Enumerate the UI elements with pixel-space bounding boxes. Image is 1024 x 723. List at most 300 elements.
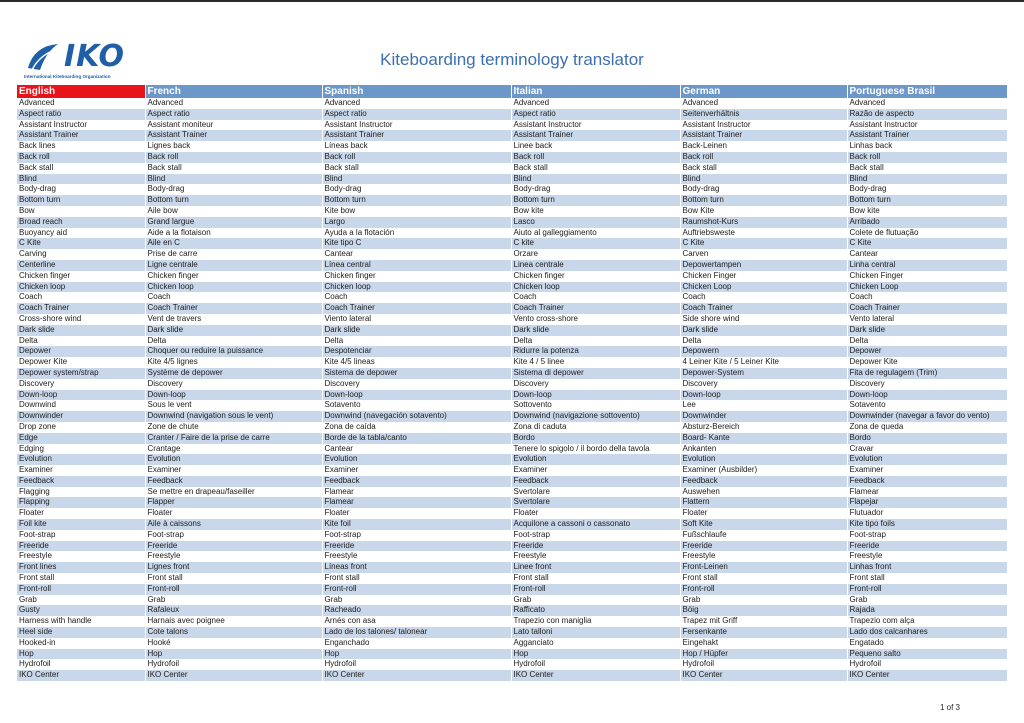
table-cell: Cantear <box>847 249 1007 260</box>
table-cell: Racheado <box>322 605 511 616</box>
table-cell: Prise de carre <box>145 249 322 260</box>
table-row <box>17 390 1007 401</box>
table-cell: Aspect ratio <box>145 109 322 120</box>
table-cell: Linha central <box>847 260 1007 271</box>
table-cell: Cote talons <box>145 627 322 638</box>
table-cell: Harness with handle <box>17 616 145 627</box>
table-cell: Discovery <box>847 379 1007 390</box>
table-row <box>17 98 1007 109</box>
table-cell: Front-roll <box>680 584 847 595</box>
table-cell: Assistant Instructor <box>847 120 1007 131</box>
table-cell: Feedback <box>322 476 511 487</box>
table-cell: Viento lateral <box>322 314 511 325</box>
table-cell: Downwind <box>17 400 145 411</box>
table-cell: Cross-shore wind <box>17 314 145 325</box>
table-cell: Flapejar <box>847 497 1007 508</box>
table-cell: Back roll <box>680 152 847 163</box>
table-cell: Back-Leinen <box>680 141 847 152</box>
table-cell: Freestyle <box>511 551 680 562</box>
table-cell: Sottovento <box>511 400 680 411</box>
table-cell: Assistant Trainer <box>145 130 322 141</box>
table-row <box>17 605 1007 616</box>
table-cell: Dark slide <box>680 325 847 336</box>
table-cell: C kite <box>511 238 680 249</box>
table-cell: Blind <box>322 174 511 185</box>
table-cell: Soft Kite <box>680 519 847 530</box>
table-cell: Feedback <box>847 476 1007 487</box>
table-row <box>17 444 1007 455</box>
table-row <box>17 249 1007 260</box>
table-row <box>17 120 1007 131</box>
table-row <box>17 433 1007 444</box>
table-row <box>17 379 1007 390</box>
table-cell: Dark slide <box>847 325 1007 336</box>
table-cell: Coach <box>322 292 511 303</box>
table-cell: Hydrofoil <box>847 659 1007 670</box>
table-cell: Chicken Loop <box>847 282 1007 293</box>
table-cell: Assistant Trainer <box>847 130 1007 141</box>
table-cell: Drop zone <box>17 422 145 433</box>
table-cell: Evolution <box>17 454 145 465</box>
table-cell: Feedback <box>511 476 680 487</box>
table-cell: Side shore wind <box>680 314 847 325</box>
table-cell: Ligne centrale <box>145 260 322 271</box>
table-cell: Hydrofoil <box>680 659 847 670</box>
table-cell: Coach Trainer <box>322 303 511 314</box>
table-row <box>17 454 1007 465</box>
table-cell: Coach <box>145 292 322 303</box>
table-cell: Heel side <box>17 627 145 638</box>
table-cell: Zona de caída <box>322 422 511 433</box>
table-cell: Freeride <box>511 541 680 552</box>
table-cell: Lignes front <box>145 562 322 573</box>
table-cell: Ankanten <box>680 444 847 455</box>
table-cell: Linee back <box>511 141 680 152</box>
table-cell: Foot-strap <box>322 530 511 541</box>
logo-subtitle: International Kiteboarding Organization <box>24 74 111 79</box>
table-cell: Front stall <box>17 573 145 584</box>
table-cell: Down-loop <box>680 390 847 401</box>
table-cell: Foil kite <box>17 519 145 530</box>
table-cell: Body-drag <box>322 184 511 195</box>
table-row <box>17 508 1007 519</box>
table-cell: Dark slide <box>145 325 322 336</box>
table-cell: Front stall <box>145 573 322 584</box>
table-cell: Système de depower <box>145 368 322 379</box>
table-row <box>17 152 1007 163</box>
table-cell: Depower Kite <box>847 357 1007 368</box>
table-cell: Front stall <box>511 573 680 584</box>
table-cell: Pequeno salto <box>847 649 1007 660</box>
table-cell: Linea centrale <box>511 260 680 271</box>
table-row <box>17 659 1007 670</box>
table-cell: Chicken Loop <box>680 282 847 293</box>
table-cell: Delta <box>847 336 1007 347</box>
table-cell: Choquer ou reduire la puissance <box>145 346 322 357</box>
table-cell: Buoyancy aid <box>17 228 145 239</box>
table-cell: Assistant Trainer <box>17 130 145 141</box>
table-row <box>17 260 1007 271</box>
table-cell: Evolution <box>680 454 847 465</box>
table-cell: Front-Leinen <box>680 562 847 573</box>
table-cell: Down-loop <box>17 390 145 401</box>
table-cell: Depowern <box>680 346 847 357</box>
table-cell: Lasco <box>511 217 680 228</box>
table-cell: Flattern <box>680 497 847 508</box>
table-row <box>17 649 1007 660</box>
table-cell: Advanced <box>17 98 145 109</box>
table-cell: Largo <box>322 217 511 228</box>
table-cell: Arribado <box>847 217 1007 228</box>
table-cell: Front-roll <box>847 584 1007 595</box>
page-indicator: 1 of 3 <box>939 703 960 712</box>
table-cell: Downwind (navegación sotavento) <box>322 411 511 422</box>
table-cell: Sous le vent <box>145 400 322 411</box>
table-body <box>17 98 1007 681</box>
table-cell: Advanced <box>322 98 511 109</box>
table-cell: Floater <box>511 508 680 519</box>
table-cell: Discovery <box>680 379 847 390</box>
table-row <box>17 584 1007 595</box>
table-row <box>17 541 1007 552</box>
table-cell: Evolution <box>322 454 511 465</box>
table-row <box>17 638 1007 649</box>
table-cell: Downwinder <box>680 411 847 422</box>
table-cell: Depower <box>847 346 1007 357</box>
table-cell: Downwinder (navegar a favor do vento) <box>847 411 1007 422</box>
table-cell: Cranter / Faire de la prise de carre <box>145 433 322 444</box>
window-top-border <box>0 0 1024 2</box>
table-cell: Back roll <box>145 152 322 163</box>
table-cell: Broad reach <box>17 217 145 228</box>
table-cell: IKO Center <box>145 670 322 681</box>
table-cell: Lee <box>680 400 847 411</box>
table-cell: Depowertampen <box>680 260 847 271</box>
table-cell: Front stall <box>680 573 847 584</box>
table-cell: Vento lateral <box>847 314 1007 325</box>
table-cell: Discovery <box>511 379 680 390</box>
column-header-portuguese: Portuguese Brasil <box>847 85 1007 98</box>
table-row <box>17 422 1007 433</box>
table-cell: Sotavento <box>847 400 1007 411</box>
table-cell: Advanced <box>145 98 322 109</box>
table-cell: Feedback <box>145 476 322 487</box>
table-cell: C Kite <box>847 238 1007 249</box>
table-cell: Discovery <box>145 379 322 390</box>
table-cell: Front stall <box>322 573 511 584</box>
table-cell: Body-drag <box>17 184 145 195</box>
logo-wordmark: IKO <box>64 39 125 74</box>
table-cell: Back stall <box>145 163 322 174</box>
table-cell: Feedback <box>680 476 847 487</box>
table-cell: Kite 4/5 lineas <box>322 357 511 368</box>
table-cell: Back stall <box>17 163 145 174</box>
table-cell: Back roll <box>17 152 145 163</box>
table-cell: Kite foil <box>322 519 511 530</box>
table-cell: Blind <box>145 174 322 185</box>
table-cell: Kite tipo C <box>322 238 511 249</box>
table-cell: Aiuto al galleggiamento <box>511 228 680 239</box>
table-cell: Hydrofoil <box>322 659 511 670</box>
table-cell: Hydrofoil <box>511 659 680 670</box>
table-cell: Sistema di depower <box>511 368 680 379</box>
table-cell: Coach Trainer <box>17 303 145 314</box>
table-cell: Foot-strap <box>145 530 322 541</box>
table-cell: Despotenciar <box>322 346 511 357</box>
table-cell: Flapper <box>145 497 322 508</box>
table-cell: Absturz-Bereich <box>680 422 847 433</box>
table-cell: Grand largue <box>145 217 322 228</box>
terminology-table <box>17 85 1007 681</box>
table-cell: Examiner <box>847 465 1007 476</box>
table-cell: Lato talloni <box>511 627 680 638</box>
table-cell: Lado dos calcanhares <box>847 627 1007 638</box>
table-cell: Assistant Instructor <box>511 120 680 131</box>
table-cell: Bordo <box>511 433 680 444</box>
table-cell: Hydrofoil <box>17 659 145 670</box>
table-row <box>17 551 1007 562</box>
table-cell: Freestyle <box>847 551 1007 562</box>
table-cell: Carven <box>680 249 847 260</box>
table-cell: Downwinder <box>17 411 145 422</box>
table-cell: Cravar <box>847 444 1007 455</box>
table-cell: Enganchado <box>322 638 511 649</box>
table-cell: Flutuador <box>847 508 1007 519</box>
table-cell: Harnais avec poignee <box>145 616 322 627</box>
table-cell: Böig <box>680 605 847 616</box>
table-cell: Examiner (Ausbilder) <box>680 465 847 476</box>
table-row <box>17 670 1007 681</box>
table-cell: Back roll <box>511 152 680 163</box>
table-row <box>17 497 1007 508</box>
table-row <box>17 109 1007 120</box>
table-cell: Back stall <box>680 163 847 174</box>
table-row <box>17 487 1007 498</box>
table-cell: Freestyle <box>680 551 847 562</box>
table-cell: Linhas back <box>847 141 1007 152</box>
table-cell: Freeride <box>17 541 145 552</box>
table-cell: Kite tipo foils <box>847 519 1007 530</box>
table-cell: Crantage <box>145 444 322 455</box>
table-row <box>17 346 1007 357</box>
table-cell: Lado de los talones/ talonear <box>322 627 511 638</box>
table-cell: Grab <box>680 595 847 606</box>
table-cell: Depower <box>17 346 145 357</box>
table-row <box>17 336 1007 347</box>
table-cell: Assistant Instructor <box>680 120 847 131</box>
table-row <box>17 627 1007 638</box>
table-cell: Chicken finger <box>322 271 511 282</box>
table-cell: Ridurre la potenza <box>511 346 680 357</box>
table-cell: Svertolare <box>511 497 680 508</box>
table-cell: C Kite <box>17 238 145 249</box>
table-cell: Edging <box>17 444 145 455</box>
table-row <box>17 314 1007 325</box>
table-cell: Delta <box>145 336 322 347</box>
table-cell: Kite bow <box>322 206 511 217</box>
table-cell: Bottom turn <box>322 195 511 206</box>
table-cell: Back roll <box>847 152 1007 163</box>
table-cell: Back stall <box>322 163 511 174</box>
table-cell: Discovery <box>17 379 145 390</box>
table-cell: Bow kite <box>847 206 1007 217</box>
document-title: Kiteboarding terminology translator <box>380 50 644 69</box>
column-header-italian: Italian <box>511 85 680 98</box>
table-cell: Grab <box>322 595 511 606</box>
table-cell: Advanced <box>847 98 1007 109</box>
table-cell: Ayuda a la flotación <box>322 228 511 239</box>
table-cell: Trapez mit Griff <box>680 616 847 627</box>
table-cell: Floater <box>322 508 511 519</box>
table-cell: Coach Trainer <box>145 303 322 314</box>
table-cell: Blind <box>17 174 145 185</box>
table-cell: IKO Center <box>322 670 511 681</box>
table-cell: Down-loop <box>511 390 680 401</box>
table-cell: Borde de la tabla/canto <box>322 433 511 444</box>
column-header-english: English <box>17 85 145 98</box>
table-row <box>17 465 1007 476</box>
table-cell: Discovery <box>322 379 511 390</box>
table-cell: Cantear <box>322 444 511 455</box>
table-cell: Zona de queda <box>847 422 1007 433</box>
table-cell: Bottom turn <box>511 195 680 206</box>
table-cell: Freeride <box>680 541 847 552</box>
table-cell: Delta <box>511 336 680 347</box>
table-cell: Rafficato <box>511 605 680 616</box>
table-cell: Dark slide <box>511 325 680 336</box>
table-cell: Orzare <box>511 249 680 260</box>
table-cell: Hop <box>17 649 145 660</box>
table-cell: Hop <box>145 649 322 660</box>
table-cell: Flapping <box>17 497 145 508</box>
table-cell: Examiner <box>322 465 511 476</box>
table-cell: Assistant Instructor <box>322 120 511 131</box>
table-cell: Centerline <box>17 260 145 271</box>
table-cell: Gusty <box>17 605 145 616</box>
table-cell: Body-drag <box>847 184 1007 195</box>
table-cell: Grab <box>847 595 1007 606</box>
table-cell: Trapezio com alça <box>847 616 1007 627</box>
table-cell: Examiner <box>145 465 322 476</box>
table-row <box>17 325 1007 336</box>
table-cell: Assistant moniteur <box>145 120 322 131</box>
table-cell: Aile en C <box>145 238 322 249</box>
table-cell: Lignes back <box>145 141 322 152</box>
table-cell: Hop / Hüpfer <box>680 649 847 660</box>
table-cell: Hooked-in <box>17 638 145 649</box>
table-header-row <box>17 85 1007 98</box>
table-cell: Freeride <box>847 541 1007 552</box>
table-cell: Eingehakt <box>680 638 847 649</box>
table-row <box>17 357 1007 368</box>
table-cell: Aile bow <box>145 206 322 217</box>
table-cell: Línea central <box>322 260 511 271</box>
table-cell: Flamear <box>322 497 511 508</box>
table-cell: Grab <box>145 595 322 606</box>
table-row <box>17 282 1007 293</box>
table-cell: Body-drag <box>511 184 680 195</box>
table-cell: Floater <box>17 508 145 519</box>
table-row <box>17 184 1007 195</box>
table-cell: Flamear <box>322 487 511 498</box>
table-cell: Aile à caissons <box>145 519 322 530</box>
table-cell: Zona di caduta <box>511 422 680 433</box>
table-cell: Bow Kite <box>680 206 847 217</box>
table-cell: Aspect ratio <box>511 109 680 120</box>
table-cell: Back lines <box>17 141 145 152</box>
table-cell: Blind <box>680 174 847 185</box>
table-cell: Fersenkante <box>680 627 847 638</box>
table-cell: Foot-strap <box>847 530 1007 541</box>
table-cell: Bow kite <box>511 206 680 217</box>
table-cell: Back roll <box>322 152 511 163</box>
table-cell: Examiner <box>511 465 680 476</box>
table-cell: Depower system/strap <box>17 368 145 379</box>
table-cell: Arnés con asa <box>322 616 511 627</box>
table-cell: Blind <box>511 174 680 185</box>
table-row <box>17 400 1007 411</box>
table-cell: Flamear <box>847 487 1007 498</box>
table-cell: Dark slide <box>322 325 511 336</box>
table-cell: Floater <box>145 508 322 519</box>
table-cell: Advanced <box>511 98 680 109</box>
table-cell: Down-loop <box>847 390 1007 401</box>
table-cell: Agganciato <box>511 638 680 649</box>
table-row <box>17 595 1007 606</box>
table-cell: Cantear <box>322 249 511 260</box>
table-cell: Seitenverhältnis <box>680 109 847 120</box>
table-cell: Líneas back <box>322 141 511 152</box>
table-row <box>17 228 1007 239</box>
table-cell: Hydrofoil <box>145 659 322 670</box>
table-cell: Linhas front <box>847 562 1007 573</box>
table-cell: Freeride <box>145 541 322 552</box>
table-cell: Fita de regulagem (Trim) <box>847 368 1007 379</box>
table-cell: IKO Center <box>680 670 847 681</box>
table-cell: Feedback <box>17 476 145 487</box>
table-cell: Trapezio con maniglia <box>511 616 680 627</box>
table-cell: Bottom turn <box>145 195 322 206</box>
table-cell: Delta <box>322 336 511 347</box>
table-cell: Chicken Finger <box>847 271 1007 282</box>
table-cell: Aspect ratio <box>322 109 511 120</box>
table-row <box>17 303 1007 314</box>
table-row <box>17 530 1007 541</box>
table-cell: Freestyle <box>322 551 511 562</box>
table-row <box>17 130 1007 141</box>
table-cell: Back stall <box>511 163 680 174</box>
table-cell: Flagging <box>17 487 145 498</box>
table-cell: Chicken loop <box>145 282 322 293</box>
table-row <box>17 573 1007 584</box>
table-cell: Vento cross-shore <box>511 314 680 325</box>
table-cell: Chicken finger <box>511 271 680 282</box>
table-cell: Acquilone a cassoni o cassonato <box>511 519 680 530</box>
table-cell: 4 Leiner Kite / 5 Leiner Kite <box>680 357 847 368</box>
table-cell: Assistant Trainer <box>322 130 511 141</box>
table-cell: Depower-System <box>680 368 847 379</box>
table-row <box>17 476 1007 487</box>
table-cell: Bow <box>17 206 145 217</box>
table-cell: Colete de flutuação <box>847 228 1007 239</box>
table-cell: Auftriebsweste <box>680 228 847 239</box>
table-cell: Front-roll <box>145 584 322 595</box>
table-cell: Body-drag <box>680 184 847 195</box>
table-cell: Coach Trainer <box>511 303 680 314</box>
table-cell: Evolution <box>511 454 680 465</box>
table-cell: Auswehen <box>680 487 847 498</box>
table-row <box>17 195 1007 206</box>
